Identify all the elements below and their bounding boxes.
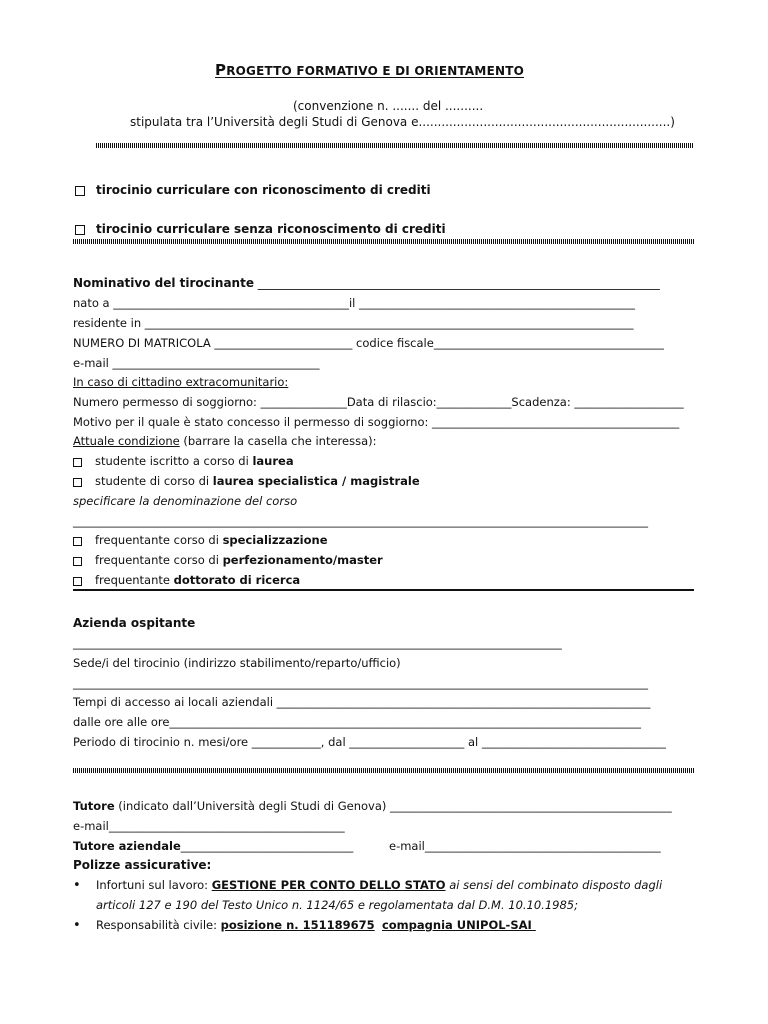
condition-master-label: studente di corso di laurea specialistica / magistrale xyxy=(95,474,420,488)
option-without-credits-label: tirocinio curriculare senza riconoscimento di crediti xyxy=(96,222,446,236)
checkbox-master-degree[interactable] xyxy=(73,478,82,487)
university-tutor-email-field[interactable]: e-mail_________________________________________ xyxy=(73,819,345,833)
residence-permit-field[interactable]: Numero permesso di soggiorno: _______________Data di rilascio:_____________Scadenza: ___________________ xyxy=(73,395,684,409)
bullet-icon: • xyxy=(73,878,81,893)
work-accident-insurance-detail: articoli 127 e 190 del Testo Unico n. 1124/65 e regolamentata dal D.M. 10.10.1985; xyxy=(96,898,578,912)
checkbox-phd[interactable] xyxy=(73,577,82,586)
university-tutor-field[interactable]: Tutore (indicato dall’Università degli Studi di Genova) _________________________________________________ xyxy=(73,799,672,813)
internship-period-field[interactable]: Periodo di tirocinio n. mesi/ore ____________, dal ____________________ al ________________________________ xyxy=(73,735,666,749)
stipulated-line: stipulata tra l’Università degli Studi di Genova e..................................................................) xyxy=(130,115,675,129)
section-divider xyxy=(73,589,694,591)
checkbox-curricular-without-credits[interactable] xyxy=(75,225,85,235)
birth-field[interactable]: nato a _________________________________________il ________________________________________________ xyxy=(73,296,636,310)
condition-phd-label: frequentante dottorato di ricerca xyxy=(95,573,301,587)
access-times-field[interactable]: Tempi di accesso ai locali aziendali _________________________________________________________________ xyxy=(73,695,651,709)
email-field[interactable]: e-mail ____________________________________ xyxy=(73,356,320,370)
dotted-separator xyxy=(96,143,694,148)
option-with-credits-label: tirocinio curriculare con riconoscimento di crediti xyxy=(96,183,431,197)
insurance-heading: Polizze assicurative: xyxy=(73,858,212,872)
bullet-icon: • xyxy=(73,918,81,933)
checkbox-bachelor[interactable] xyxy=(73,458,82,467)
checkbox-curricular-with-credits[interactable] xyxy=(75,186,85,196)
non-eu-heading: In caso di cittadino extracomunitario: xyxy=(73,375,289,389)
current-condition-label: Attuale condizione (barrare la casella che interessa): xyxy=(73,434,377,448)
condition-bachelor-label: studente iscritto a corso di laurea xyxy=(95,454,294,468)
work-accident-insurance: Infortuni sul lavoro: GESTIONE PER CONTO DELLO STATO ai sensi del combinato disposto dagli xyxy=(96,878,663,892)
course-name-field[interactable]: ____________________________________________________________________________________________________ xyxy=(73,514,648,528)
condition-master-course-label: frequentante corso di perfezionamento/master xyxy=(95,553,383,567)
dotted-separator xyxy=(73,239,694,244)
course-name-hint: specificare la denominazione del corso xyxy=(73,494,298,508)
company-tutor-field[interactable]: Tutore aziendale______________________________ xyxy=(73,839,354,853)
matricola-tax-code-field[interactable]: NUMERO DI MATRICOLA ________________________ codice fiscale________________________________________ xyxy=(73,336,664,350)
internship-sites-field[interactable]: ____________________________________________________________________________________________________ xyxy=(73,676,648,690)
convention-line: (convenzione n. ....... del .......... xyxy=(293,99,484,113)
checkbox-specialization[interactable] xyxy=(73,537,82,546)
document-title: PROGETTO FORMATIVO E DI ORIENTAMENTO xyxy=(215,61,524,79)
condition-specialization-label: frequentante corso di specializzazione xyxy=(95,533,328,547)
company-tutor-email-field[interactable]: e-mail_________________________________________ xyxy=(389,839,661,853)
dotted-separator xyxy=(73,768,694,773)
residence-field[interactable]: residente in _____________________________________________________________________________________ xyxy=(73,316,634,330)
working-hours-field[interactable]: dalle ore alle ore__________________________________________________________________________________ xyxy=(73,715,641,729)
trainee-name-row[interactable] xyxy=(73,276,660,291)
host-company-heading: Azienda ospitante xyxy=(73,616,196,630)
host-company-field[interactable]: _____________________________________________________________________________________ xyxy=(73,636,562,650)
trainee-name-label: Nominativo del tirocinante xyxy=(73,276,254,290)
permit-reason-field[interactable]: Motivo per il quale è stato concesso il permesso di soggiorno: ___________________________________________ xyxy=(73,415,680,429)
trainee-name-field[interactable]: ___________________________________________________________________ xyxy=(253,276,660,290)
civil-liability-insurance: Responsabilità civile: posizione n. 151189675 compagnia UNIPOL-SAI xyxy=(96,918,536,932)
checkbox-master-course[interactable] xyxy=(73,557,82,566)
internship-sites-label: Sede/i del tirocinio (indirizzo stabilimento/reparto/ufficio) xyxy=(73,656,401,670)
